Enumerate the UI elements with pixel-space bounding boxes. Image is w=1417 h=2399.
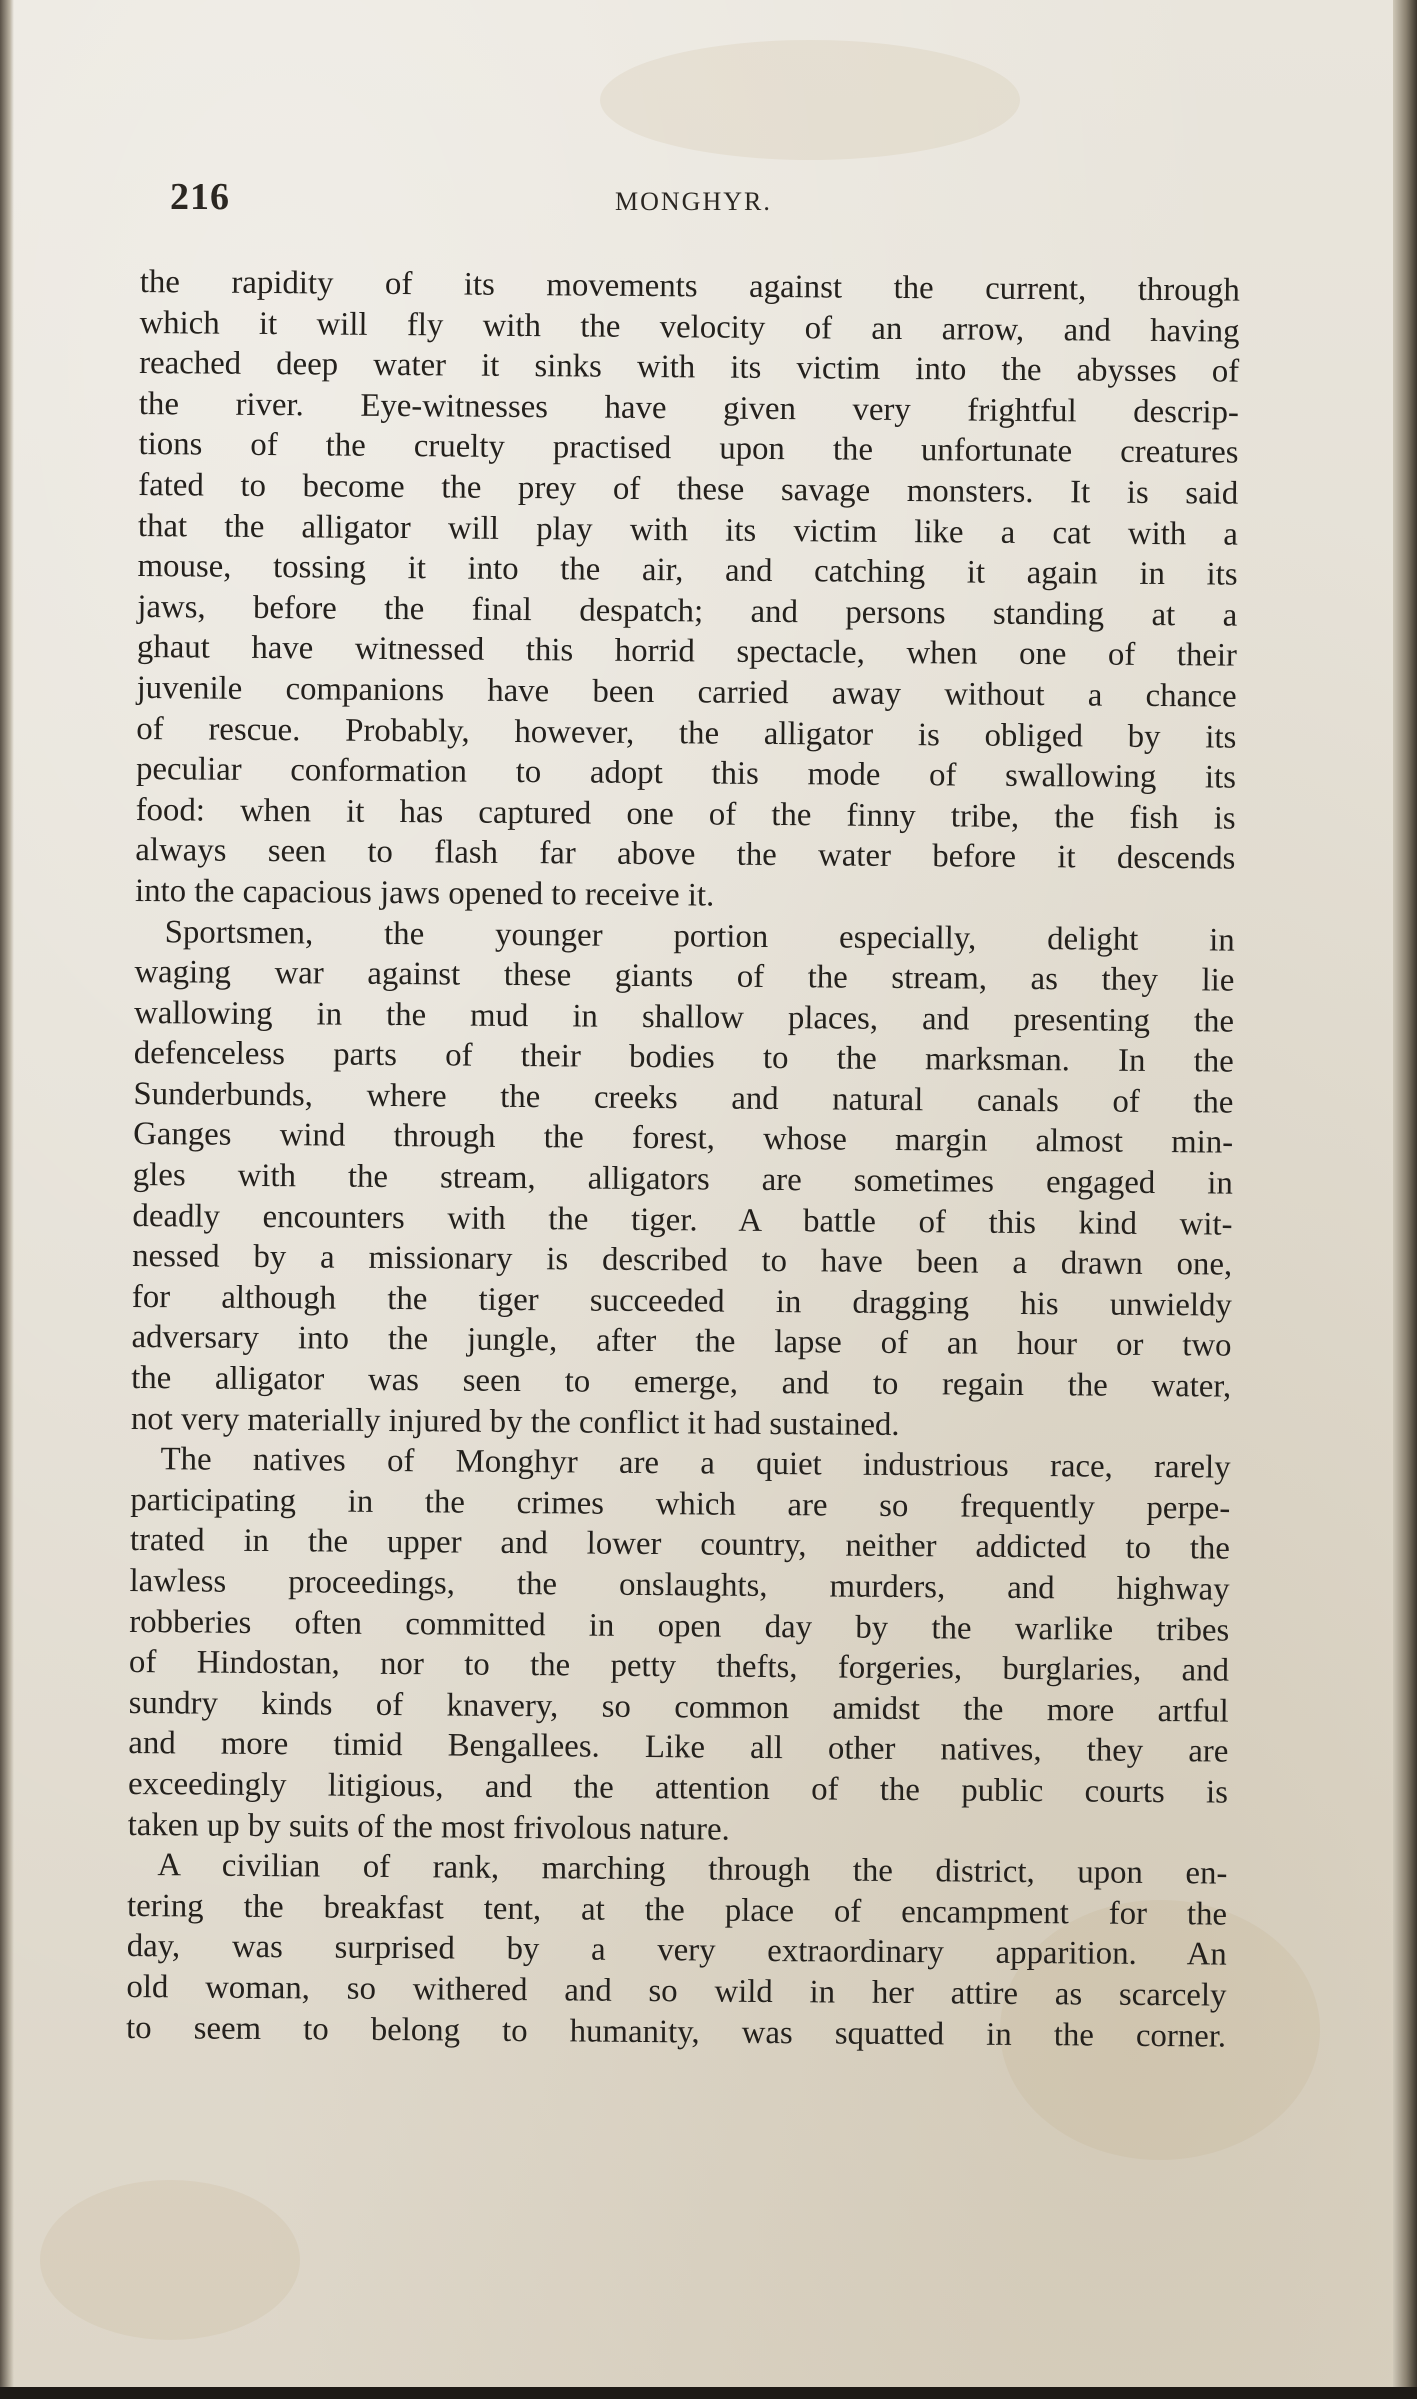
text-line: The natives of Monghyr are a quiet industrious race, rarely [160,1441,1231,1486]
paragraph [131,911,1235,1447]
text-line: of Hindostan, nor to the petty thefts, forgeries, burglaries, and [128,1644,1230,1689]
running-head: MONGHYR. [615,187,772,216]
text-line: tions of the cruelty practised upon the unfortunate creatures [138,426,1239,472]
page-number: 216 [170,176,230,218]
text-line: which it will fly with the velocity of an arrow, and having [139,304,1240,350]
text-line: always seen to flash far above the water before it descends [135,832,1236,877]
text-line: the rapidity of its movements against the current, through [139,263,1240,309]
paper-stain [600,40,1020,160]
text-line: waging war against these giants of the stream, as they lie [134,954,1235,999]
text-line: peculiar conformation to adopt this mode of swallowing its [135,751,1237,796]
text-line: mouse, tossing it into the air, and catching it again in its [137,548,1238,593]
text-line: sundry kinds of knavery, so common amidst the more artful [128,1684,1229,1730]
text-line: reached deep water it sinks with its victim into the abysses of [139,345,1240,390]
text-line: to seem to belong to humanity, was squatted in the corner. [125,2009,1227,2055]
text-line: Sunderbunds, where the creeks and natural canals of the [133,1075,1234,1121]
text-line: old woman, so withered and so wild in her attire as scarcely [126,1968,1227,2014]
text-line: gles with the stream, alligators are sometimes engaged in [132,1157,1233,1202]
text-line: juvenile companions have been carried away without a chance [136,669,1237,715]
text-line: exceedingly litigious, and the attention of the public courts is [127,1765,1229,1811]
text-line: nessed by a missionary is described to have been a drawn one, [132,1238,1233,1283]
text-line: jaws, before the final despatch; and persons standing at a [137,588,1238,634]
text-line: deadly encounters with the tiger. A battle of this kind wit- [132,1197,1233,1243]
page-header [170,175,1250,235]
paragraph [128,1439,1231,1854]
paragraph [135,262,1240,920]
text-line: ghaut have witnessed this horrid spectacle, when one of their [136,629,1238,674]
text-line: not very materially injured by the conflict it had sustained. [130,1400,900,1443]
page-bottom-shadow [0,2387,1417,2399]
text-line: robberies often committed in open day by the warlike tribes [129,1603,1230,1649]
text-line: fated to become the prey of these savage monsters. It is said [138,466,1239,512]
text-line: into the capacious jaws opened to receive it. [134,872,715,914]
text-line: participating in the crimes which are so frequently perpe- [130,1481,1231,1527]
text-line: day, was surprised by a very extraordinary apparition. An [126,1928,1227,1973]
paragraph [126,1845,1228,2057]
text-line: A civilian of rank, marching through the district, upon en- [157,1847,1228,1892]
text-line: the alligator was seen to emerge, and to regain the water, [131,1359,1232,1405]
text-line: taken up by suits of the most frivolous nature. [127,1806,730,1848]
text-line: wallowing in the mud in shallow places, and presenting the [133,994,1235,1040]
body-text [126,262,1240,2057]
text-line: that the alligator will play with its victim like a cat with a [137,507,1239,553]
text-line: Ganges wind through the forest, whose margin almost min- [133,1116,1234,1162]
text-line: and more timid Bengallees. Like all other natives, they are [128,1725,1229,1770]
text-line: for although the tiger succeeded in dragging his unwieldy [131,1278,1232,1324]
text-line: adversary into the jungle, after the lapse of an hour or two [131,1319,1232,1365]
text-line: tering the breakfast tent, at the place of encampment for the [126,1887,1228,1933]
page-left-edge [0,0,14,2399]
text-line: Sportsmen, the younger portion especially, delight in [164,913,1235,959]
text-line: lawless proceedings, the onslaughts, murders, and highway [129,1562,1230,1608]
text-line: of rescue. Probably, however, the alligator is obliged by its [136,710,1237,756]
text-line: food: when it has captured one of the finny tribe, the fish is [135,791,1236,837]
text-line: the river. Eye-witnesses have given very frightful descrip- [138,385,1239,431]
page-right-edge [1393,0,1417,2399]
text-line: trated in the upper and lower country, neither addicted to the [129,1522,1231,1568]
text-line: defenceless parts of their bodies to the marksman. In the [133,1035,1234,1080]
paper-stain [40,2180,300,2340]
